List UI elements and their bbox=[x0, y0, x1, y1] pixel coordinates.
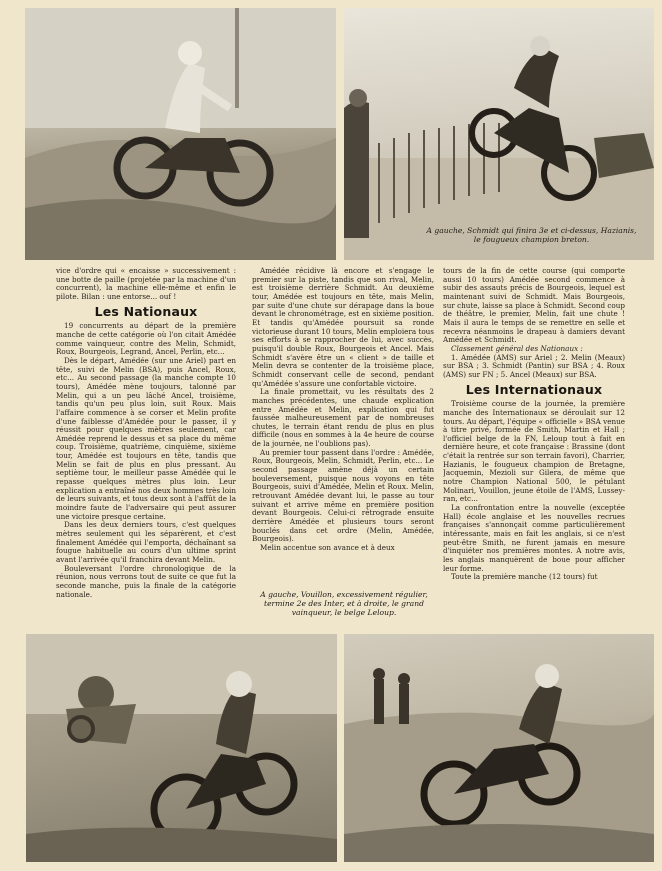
photo-caption: A gauche, Vouillon, excessivement régulier, termine 2e des Inter, et à droite, le grand vainqueur, le belge Leloup. bbox=[260, 590, 428, 617]
text-column-1 bbox=[56, 267, 236, 637]
motocross-rider-icon bbox=[344, 8, 654, 260]
motocross-rider-icon bbox=[26, 634, 337, 862]
text-column-3 bbox=[443, 267, 625, 639]
paragraph: vice d'ordre qui « encaisse » successivement : une botte de paille (projetée par la machine d'un concurrent), la machine elle-même et enfin le pilote. Bilan : une entorse... ouf ! bbox=[56, 267, 236, 301]
motocross-rider-icon bbox=[25, 8, 336, 260]
paragraph: Toute la première manche (12 tours) fut bbox=[451, 572, 598, 582]
paragraph: Troisième course de la journée, la première manche des Internationaux se déroulait sur 12 tours. Au départ, l'équipe « officielle » BSA venue à titre privé, formée de Smith, Martin et Hall ; l'officiel belge de la FN, Leloup tout à fait en dernière heure, et cote française : Brassine (dont c'était la rentrée sur son terrain favori), Charrier, Hazianis, le fougueux champion de Bretagne, Jacquemin, Mezioli sur Gilera, de même que notre Champion National 500, le pétulant Molinari, Vouillon, jeune étoile de l'AMS, Lussey-ran, etc... bbox=[443, 399, 625, 504]
photo-caption: A gauche, Schmidt qui finira 3e et ci-dessus, Hazianis, le fougueux champion breton. bbox=[426, 226, 637, 244]
paragraph: tours de la fin de cette course (qui comporte aussi 10 tours) Amédée second commence à subir des assauts précis de Bourgeois, lequel est maintenant suivi de Schmidt. Mais Bourgeois, sur chute, laisse sa place à Schmidt. Second coup de théâtre, le premier, Melin, fait une chute ! Mais il aura le temps de se remettre en selle et recevra néanmoins le drapeau à damiers devant Amédée et Schmidt. bbox=[443, 267, 625, 345]
paragraph: Dès le départ, Amédée (sur une Ariel) part en tête, suivi de Melin (BSA), puis Ancel, Roux, etc... Au second passage (la manche compte 10 tours), Amédée mène toujours, talonné par Melin, qui a un peu lâché Ancel, troisième, tandis qu'un peu plus loin, suit Roux. Mais l'affaire commence à se corser et Melin profite d'une faiblesse d'Amédée pour le passer, il y réussit pour quelques mètres seulement, car Amédée reprend le dessus et sa place du même coup. Troisième, quatrième, cinquième, sixième tour, Amédée est toujours en tête, tandis que Melin se fait de plus en plus pressant. Au septième tour, le meilleur passe Amédée qui le repasse quelques mètres plus loin. Leur explication a entraîné nos deux hommes très loin de leurs suivants, et tous deux sont à l'affût de la moindre faute de l'adversaire qui peut assurer une victoire presque certaine. bbox=[56, 355, 236, 521]
paragraph: La finale promettait, vu les résultats des 2 manches précédentes, une chaude explication entre Amédée et Melin, explication qui fut faussée malheureusement par de nombreuses chutes, le terrain étant rendu de plus en plus difficile (nous en sommes à la 4e heure de course de la journée, ne l'oublions pas). bbox=[252, 387, 434, 449]
paragraph: 19 concurrents au départ de la première manche de cette catégorie où l'on citait Amédée comme vainqueur, contre des Melin, Schmidt, Roux, Bourgeois, Legrand, Ancel, Perlin, etc... bbox=[56, 321, 236, 357]
paragraph: Melin accentue son avance et à deux bbox=[260, 543, 395, 552]
photo-bottom-left bbox=[26, 634, 337, 862]
paragraph: Bouleversant l'ordre chronologique de la réunion, nous verrons tout de suite ce que fut la seconde manche, puis la finale de la catégorie nationale. bbox=[56, 563, 236, 599]
section-heading-nationaux: Les Nationaux bbox=[94, 303, 198, 319]
paragraph: La confrontation entre la nouvelle (exceptée Hall) école anglaise et les nouvelles recrues françaises s'annonçait comme particulièrement intéressante, mais en fait les anglais, si ce n'est peut-être Smith, ne furent jamais en mesure d'inquiéter nos premières montes. A notre avis, les anglais manquèrent de boue pour afficher leur forme. bbox=[443, 503, 625, 573]
photo-top-left bbox=[25, 8, 336, 260]
paragraph: Au premier tour passent dans l'ordre : Amédée, Roux, Bourgeois, Melin, Schmidt, Perlin, etc... Le second passage amène déjà un certain bouleversement, puisque nous voyons en tête Bourgeois, suivi d'Amédée, Melin et Roux. Melin, retrouvant Amédée devant lui, le passe au tour suivant et arrive même en première position devant Bourgeois. Celui-ci rétrograde ensuite derrière Amédée et plusieurs tours seront bouclés dans cet ordre (Melin, Amédée, Bourgeois). bbox=[252, 447, 434, 544]
section-heading-internationaux: Les Internationaux bbox=[465, 381, 603, 397]
text-column-2 bbox=[252, 267, 434, 587]
motocross-rider-icon bbox=[344, 634, 654, 862]
photo-bottom-right bbox=[344, 634, 654, 862]
classement-title: Classement général des Nationaux : bbox=[451, 343, 583, 353]
paragraph: 1. Amédée (AMS) sur Ariel ; 2. Melin (Meaux) sur BSA ; 3. Schmidt (Pantin) sur BSA ; 4. Roux (AMS) sur FN ; 5. Ancel (Meaux) sur BSA. bbox=[443, 352, 625, 379]
photo-top-right bbox=[344, 8, 654, 260]
paragraph: Amédée récidive là encore et s'engage le premier sur la piste, tandis que son rival, Melin, est troisième derrière Schmidt. Au deuxième tour, Amédée est toujours en tête, mais Melin, par suite d'une chute sur dérapage dans la boue devant le chronométrage, est en sixième position. Et tandis qu'Amédée poursuit sa ronde victorieuse durant 10 tours, Melin emploiera tous ses efforts à se rapprocher de lui, avec succès, puisqu'il double Roux, Bourgeois et Ancel. Mais Schmidt s'avère être un « client » de taille et Melin devra se contenter de la troisième place, Schmidt conservant celle de second, pendant qu'Amédée s'assure une confortable victoire. bbox=[252, 267, 434, 388]
paragraph: Dans les deux derniers tours, c'est quelques mètres seulement qui les séparèrent, et c'est finalement Amédée qui l'emporta, déchaînant sa fougue habituelle au cours d'un ultime sprint avant l'arrivée qu'il franchira devant Melin. bbox=[56, 520, 236, 564]
